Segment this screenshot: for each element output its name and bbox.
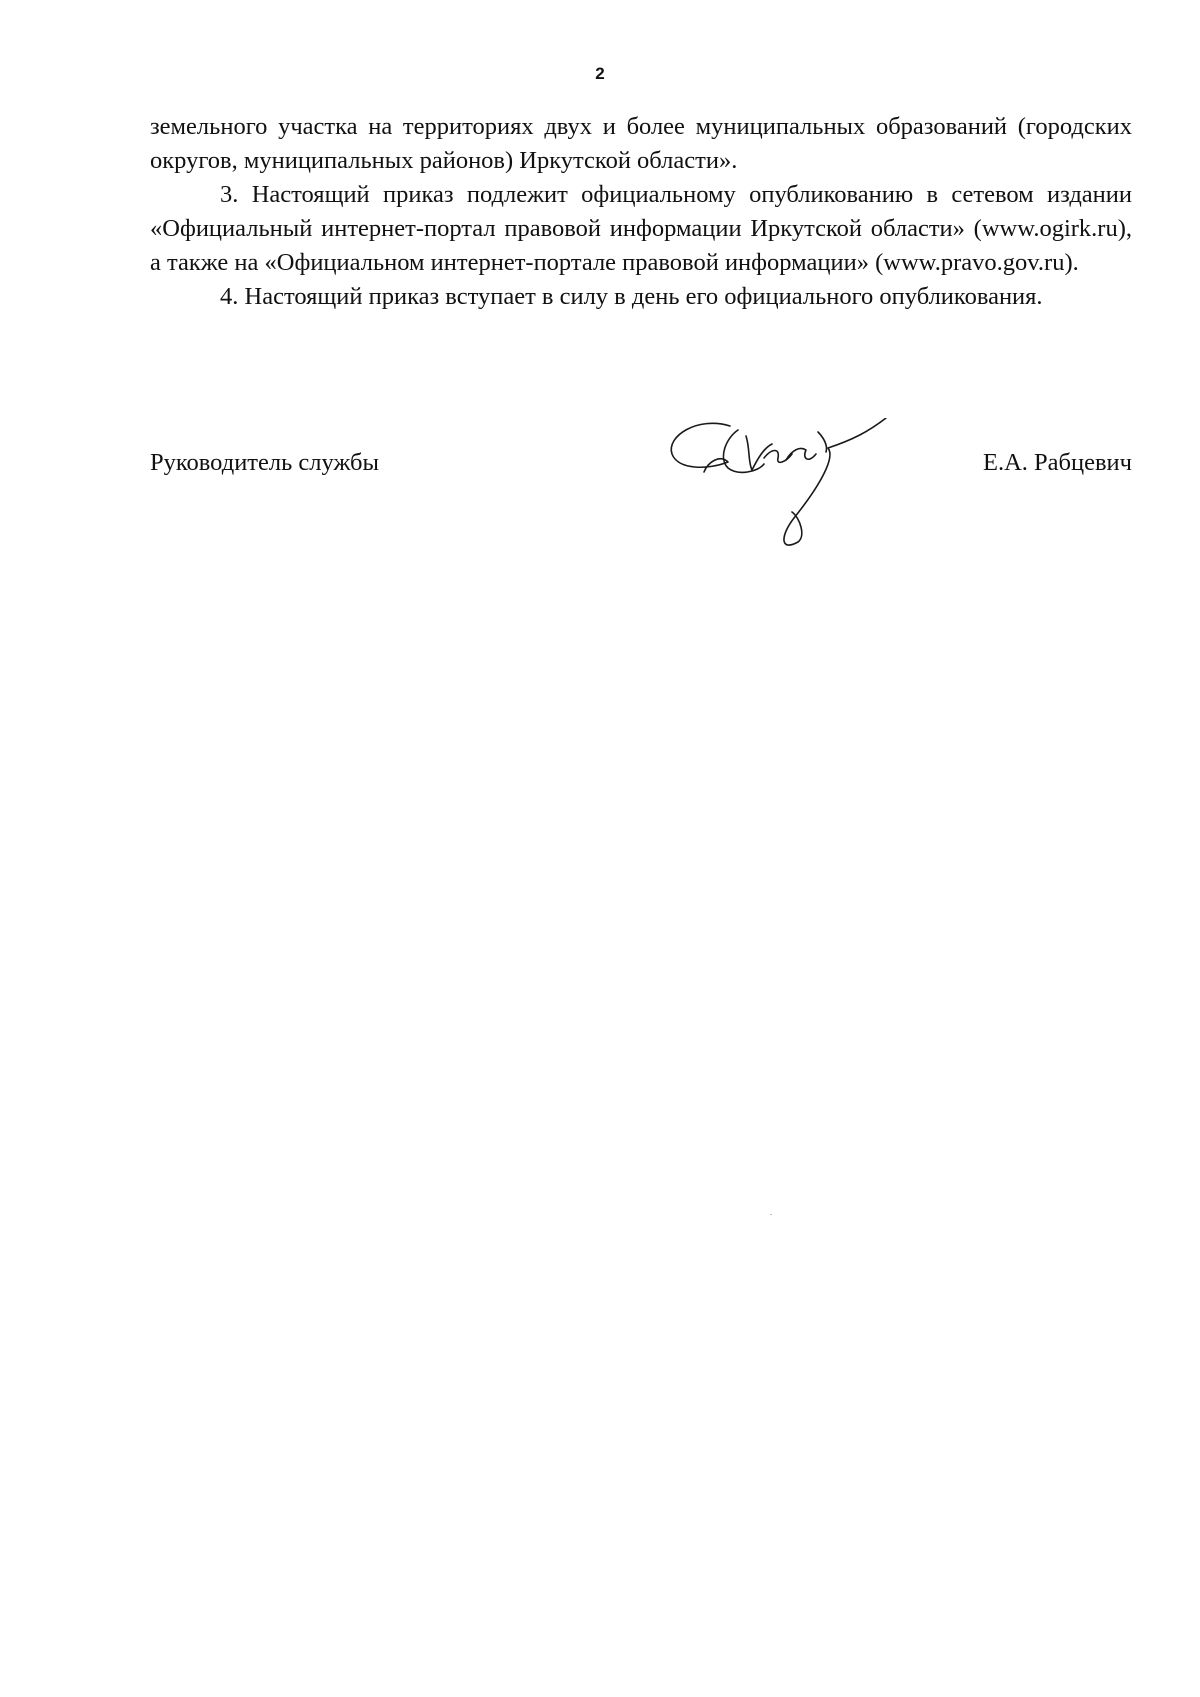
paragraph-publication: 3. Настоящий приказ подлежит официальному опубликованию в сетевом издании «Официальный интернет-портал правовой информации Иркутской области» (www.ogirk.ru), а также на «Официальном интернет-портале правовой информации» (www.pravo.gov.ru). (150, 181, 1132, 276)
page-number: 2 (595, 64, 605, 83)
paragraph-effective-date: 4. Настоящий приказ вступает в силу в день его официального опубликования. (220, 283, 1043, 310)
handwritten-signature (668, 418, 898, 578)
signature-block (150, 446, 1132, 486)
scan-speck (770, 1214, 772, 1215)
signer-name: Е.А. Рабцевич (983, 449, 1132, 476)
signer-title: Руководитель службы (150, 449, 379, 476)
paragraph-continuation: земельного участка на территориях двух и более муниципальных образований (городских округов, муниципальных районов) Иркутской области». (150, 113, 1132, 174)
document-body (150, 110, 1132, 314)
